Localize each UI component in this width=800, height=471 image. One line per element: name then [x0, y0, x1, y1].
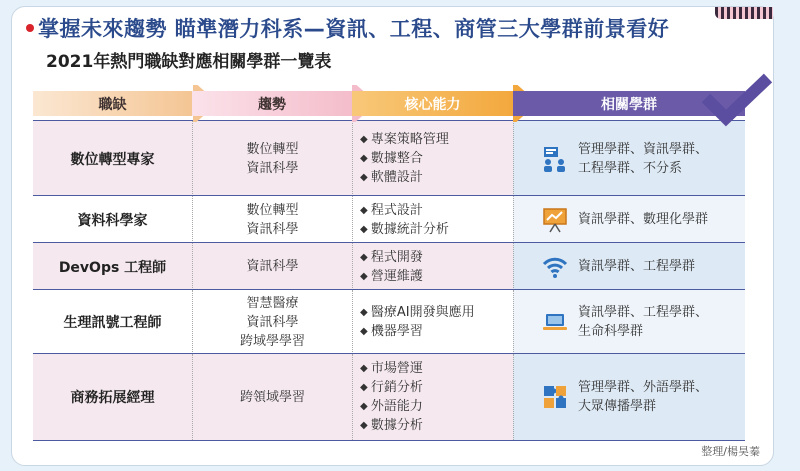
group-line: 大眾傳播學群	[578, 399, 657, 414]
group-text	[578, 140, 708, 178]
skill-item: ◆ 外語能力	[360, 397, 423, 416]
job-title: 生理訊號工程師	[63, 315, 162, 331]
trend-item: 智慧醫療	[246, 295, 299, 311]
credit-text: 整理/楊昊蓁	[701, 445, 760, 458]
skill-item: ◆ 程式設計	[360, 201, 423, 220]
trend-cell	[192, 290, 352, 354]
groups-cell	[513, 354, 745, 440]
trend-item: 資訊科學	[246, 160, 299, 176]
skill-item: ◆ 行銷分析	[360, 378, 423, 397]
column-header-label: 相關學群	[601, 96, 657, 113]
column-header-label: 核心能力	[404, 96, 461, 113]
group-text	[578, 303, 708, 341]
trend-cell	[192, 121, 352, 196]
column-header-label: 職缺	[98, 96, 127, 113]
skill-item: ◆ 專案策略管理	[360, 130, 449, 149]
trend-item: 資訊科學	[246, 259, 299, 274]
skill-item: ◆ 軟體設計	[360, 168, 423, 187]
job-title: 數位轉型專家	[70, 151, 155, 168]
group-text	[578, 257, 695, 276]
trend-item: 資訊科學	[246, 221, 299, 237]
skill-item: ◆ 機器學習	[360, 322, 423, 341]
job-title: 商務拓展經理	[70, 390, 155, 406]
team-presentation-icon	[540, 144, 570, 174]
group-line: 管理學群、外語學群、	[578, 380, 709, 395]
page-title: 掌握未來趨勢 瞄準潛力科系—資訊、工程、商管三大學群前景看好	[38, 17, 670, 41]
group-line: 工程學群、不分系	[578, 160, 683, 176]
trend-item: 跨域學學習	[239, 333, 305, 349]
column-header-label: 趨勢	[258, 96, 286, 113]
table-row	[33, 353, 745, 441]
trend-item: 數位轉型	[246, 202, 299, 218]
job-title: 資料科學家	[77, 212, 148, 229]
trend-item: 資訊科學	[246, 314, 299, 330]
column-header-job	[33, 85, 192, 122]
groups-cell	[513, 290, 745, 354]
skill-item: ◆ 數據整合	[360, 149, 423, 168]
trend-cell	[192, 354, 352, 440]
column-header-skills	[352, 85, 513, 122]
skill-item: ◆ 程式開發	[360, 248, 423, 267]
trend-item: 跨領域學習	[239, 389, 305, 405]
page-subtitle: 2021年熱門職缺對應相關學群一覽表	[46, 52, 332, 72]
skill-item: ◆ 營運維護	[360, 267, 423, 286]
skills-cell	[352, 196, 513, 243]
group-line: 生命科學群	[578, 324, 644, 339]
skill-item: ◆ 數據分析	[360, 416, 423, 435]
skills-cell	[352, 354, 513, 440]
chart-board-icon	[540, 205, 570, 235]
checkmark-icon	[700, 70, 780, 140]
skill-item: ◆ 醫療AI開發與應用	[360, 303, 475, 322]
table-row	[33, 195, 745, 243]
group-line: 管理學群、資訊學群、	[578, 141, 709, 157]
skills-cell	[352, 121, 513, 196]
group-line: 資訊學群、工程學群	[578, 259, 696, 274]
group-line: 資訊學群、工程學群、	[578, 305, 709, 320]
table-row	[33, 120, 745, 196]
skills-cell	[352, 290, 513, 354]
wifi-icon	[540, 252, 570, 282]
table-row	[33, 289, 745, 354]
skill-item: ◆ 數據統計分析	[360, 220, 449, 239]
job-title: DevOps 工程師	[58, 259, 167, 276]
title-bullet	[26, 24, 34, 32]
table-row	[33, 242, 745, 290]
trend-cell	[192, 243, 352, 290]
group-text	[578, 210, 708, 229]
group-text	[578, 378, 708, 416]
skill-item: ◆ 市場營運	[360, 359, 423, 378]
groups-cell	[513, 196, 745, 243]
group-line: 資訊學群、數理化學群	[578, 212, 709, 227]
laptop-icon	[540, 307, 570, 337]
groups-cell	[513, 243, 745, 290]
column-header-trend	[192, 85, 352, 122]
trend-cell	[192, 196, 352, 243]
puzzle-icon	[540, 382, 570, 412]
decorative-corner	[715, 7, 773, 19]
trend-item: 數位轉型	[246, 141, 299, 157]
skills-cell	[352, 243, 513, 290]
